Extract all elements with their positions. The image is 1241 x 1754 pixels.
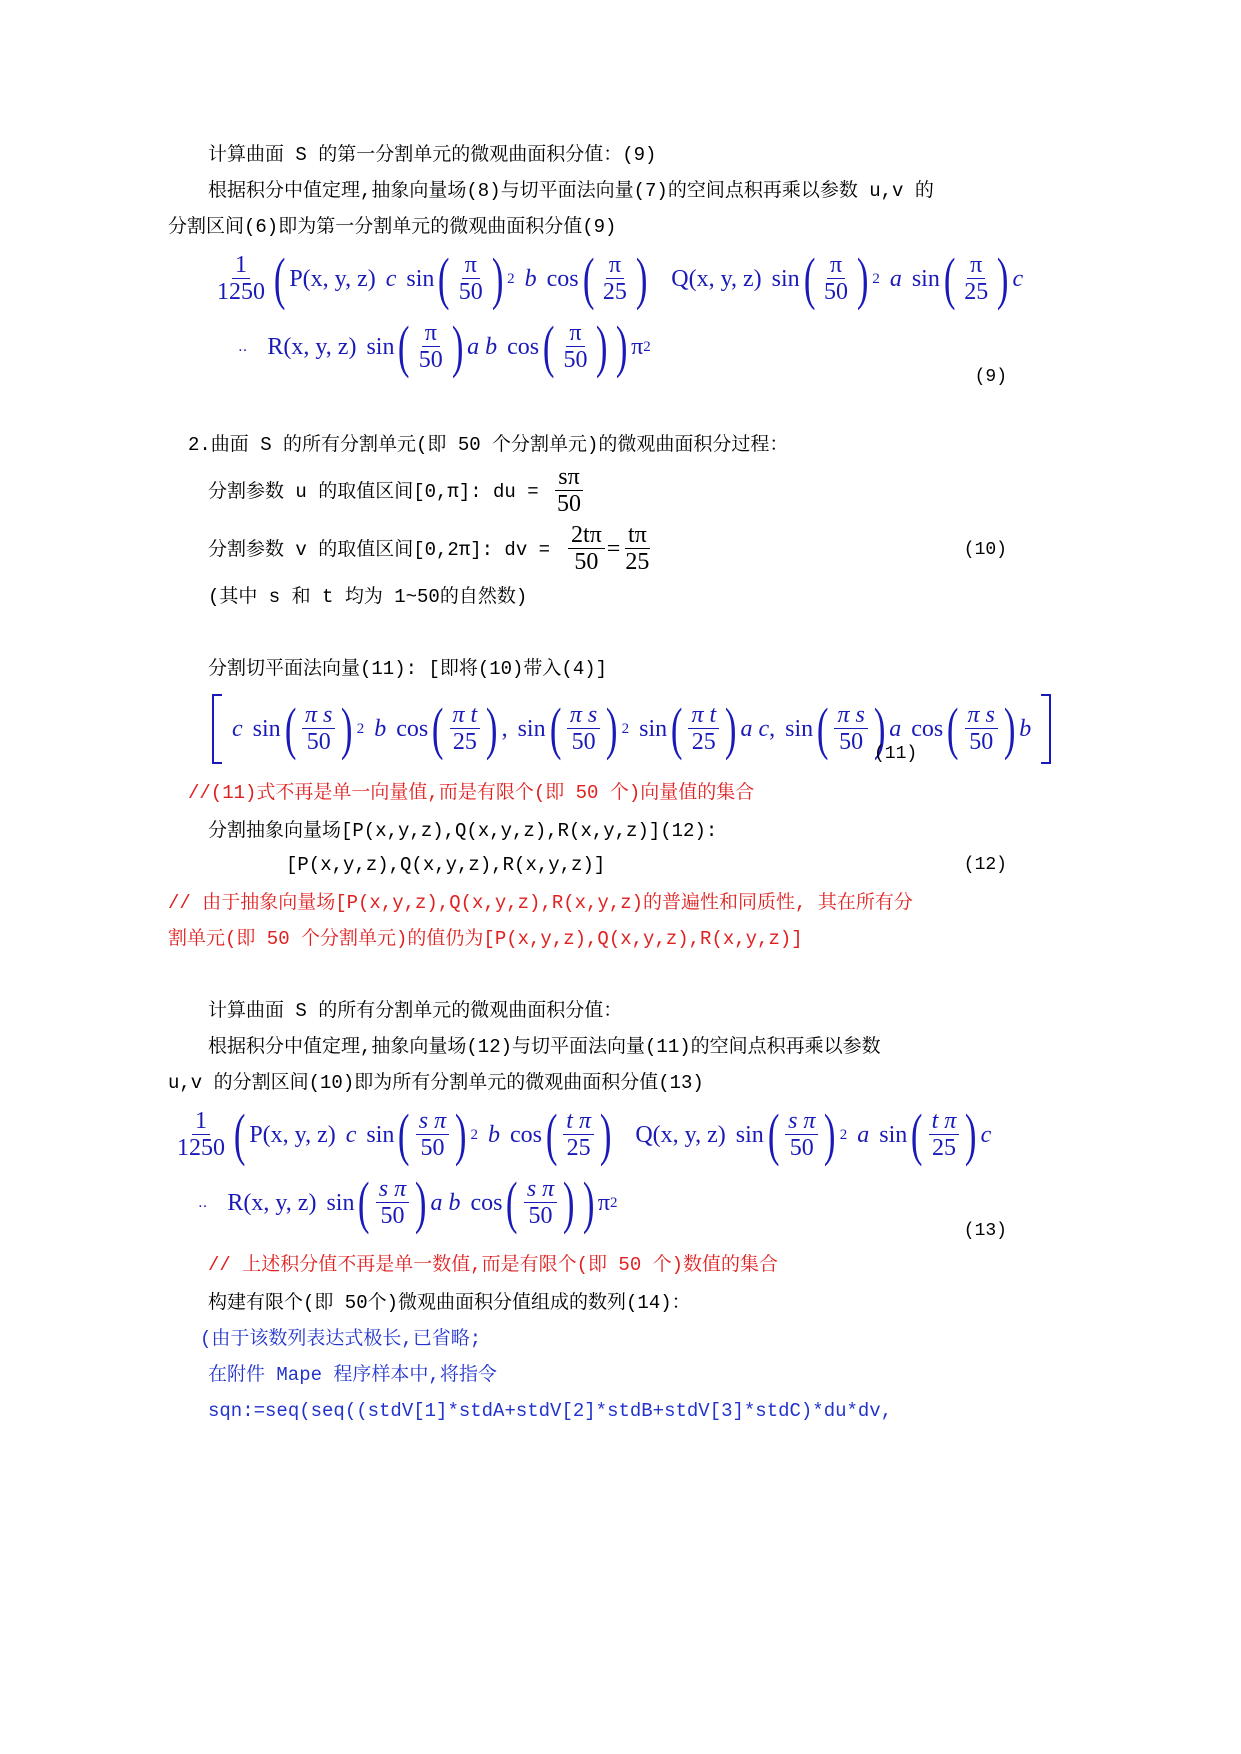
note-line: 在附件 Mape 程序样本中,将指令 [208,1364,497,1386]
text-line: 构建有限个(即 50个)微观曲面积分值组成的数列(14)： [208,1292,691,1314]
text-line: 根据积分中值定理,抽象向量场(12)与切平面法向量(11)的空间点积再乘以参数 [208,1036,881,1058]
equation-number: (11) [874,744,918,764]
dv-fraction: $\frac{2t\pi}{50}$ = $\frac{t\pi}{25}$ [566,522,654,577]
formula-13-line-1: $\frac{1}{1250}$ ( P(x, y, z) c sin ( $\frac{\text{s π}}{50}$ ) 2 b cos ( $\frac{\text{t π}}{25}$ ) Q(x, y, z) sin ( $\frac{\text{s π}}{50}$ ) 2 a sin ( $\frac{\text{t π}}{25}$ ) c [177,1102,992,1167]
text-line: u,v 的分割区间(10)即为所有分割单元的微观曲面积分值(13) [168,1072,704,1094]
formula-11: c sin ( $\frac{\text{π s}}{50}$ ) 2 b cos ( $\frac{\text{π t}}{25}$ ) , sin ( $\frac{\text{π s}}{50}$ ) 2 sin ( $\frac{\text{π t}}{25}$ ) a c , sin ( $\frac{\text{π s}}{50}$ ) a cos ( $\frac{\text{π s}}{50}$ ) b [212,694,1051,764]
formula-13-line-2: ‥ R(x, y, z) sin ( $\frac{\text{s π}}{50}$ ) a b cos ( $\frac{\text{s π}}{50}$ ) ) π 2 [198,1170,618,1235]
text-line: 分割切平面法向量(11): [即将(10)带入(4)] [208,658,608,680]
text-line: 计算曲面 S 的第一分割单元的微观曲面积分值：(9) [208,144,657,166]
vector-field: [P(x,y,z),Q(x,y,z),R(x,y,z)] [286,854,606,876]
text-line: 根据积分中值定理,抽象向量场(8)与切平面法向量(7)的空间点积再乘以参数 u,v 的 [208,180,934,202]
text-line: (其中 s 和 t 均为 1~50的自然数) [208,586,528,608]
note-line: (由于该数列表达式极长,已省略; [200,1328,482,1350]
text-line: 分割参数 v 的取值区间[0,2π]: dv = [208,539,551,561]
equation-number: (13) [963,1221,1007,1241]
equation-number: (9) [974,367,1007,387]
formula-9-line-2: ‥ R(x, y, z) sin ( $\frac{\pi}{50}$ ) a b cos ( $\frac{\pi}{50}$ ) ) π 2 [238,314,651,379]
section-heading: 2.曲面 S 的所有分割单元(即 50 个分割单元)的微观曲面积分过程： [188,434,789,456]
equation-number: (10) [963,540,1007,560]
comment-line: // 上述积分值不再是单一数值,而是有限个(即 50 个)数值的集合 [208,1254,779,1276]
text-line: 分割参数 u 的取值区间[0,π]: du = [208,481,539,503]
comment-line: //(11)式不再是单一向量值,而是有限个(即 50 个)向量值的集合 [188,782,755,804]
code-line: sqn:=seq(seq((stdV[1]*stdA+stdV[2]*stdB+stdV[3]*stdC)*du*dv, [208,1400,893,1422]
text-line: 计算曲面 S 的所有分割单元的微观曲面积分值： [208,1000,623,1022]
du-fraction: $\frac{s\pi}{50}$ [557,464,581,518]
comment-line: // 由于抽象向量场[P(x,y,z),Q(x,y,z),R(x,y,z)的普遍性和同质性, 其在所有分 [168,892,913,914]
formula-9-line-1: $\frac{1}{1250}$ ( P(x, y, z) c sin ( $\frac{\pi}{50}$ ) 2 b cos ( $\frac{\pi}{25}$ ) Q(x, y, z) sin ( $\frac{\pi}{50}$ ) 2 a sin ( $\frac{\pi}{25}$ ) c [217,246,1024,311]
equation-number: (12) [963,855,1007,875]
comment-line: 割单元(即 50 个分割单元)的值仍为[P(x,y,z),Q(x,y,z),R(x,y,z)] [168,928,803,950]
text-line: 分割抽象向量场[P(x,y,z),Q(x,y,z),R(x,y,z)](12): [208,820,718,842]
text-line: 分割区间(6)即为第一分割单元的微观曲面积分值(9) [168,216,617,238]
